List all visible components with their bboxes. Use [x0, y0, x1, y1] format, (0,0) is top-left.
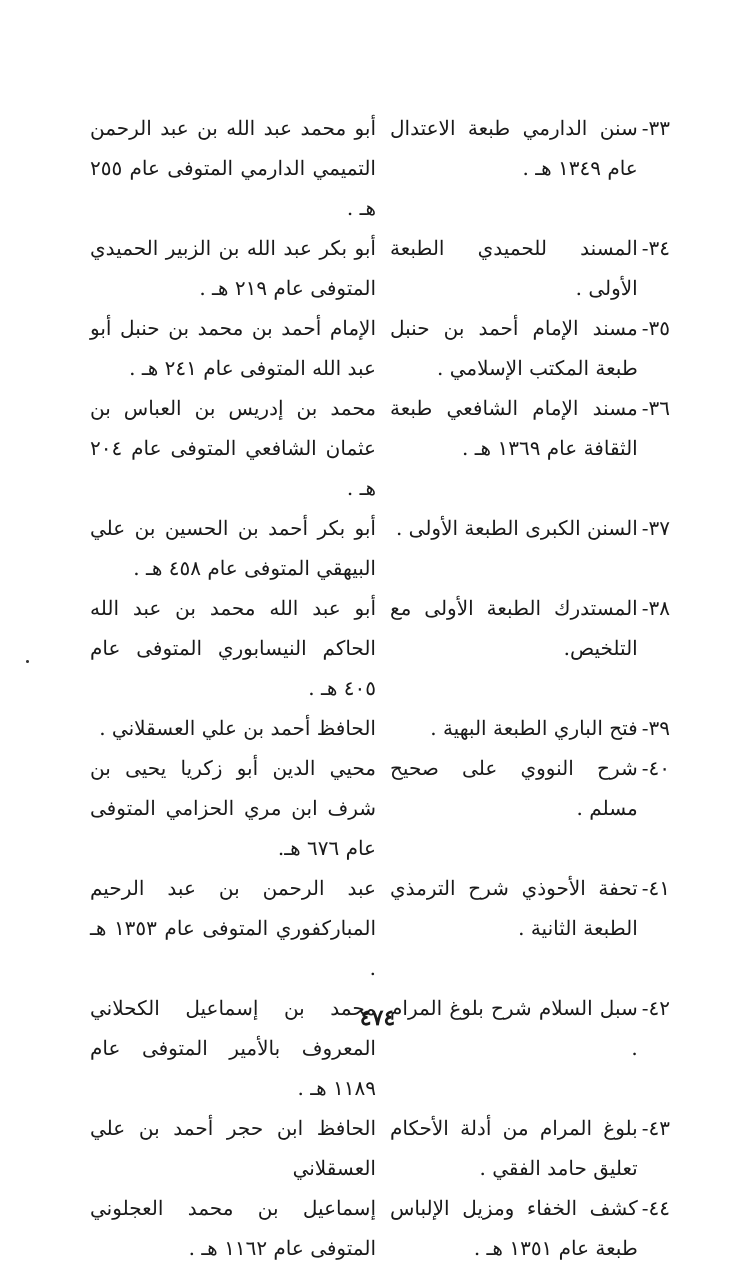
bibliography-entry — [90, 388, 670, 508]
entry-number: ٤٠- — [641, 756, 670, 780]
entry-author: أبو بكر أحمد بن الحسين بن علي البيهقي المتوفى عام ٤٥٨ هـ . — [90, 516, 376, 580]
bibliography-list — [90, 108, 670, 1268]
entry-author: أبو بكر عبد الله بن الزبير الحميدي المتوفى عام ٢١٩ هـ . — [90, 236, 376, 300]
bibliography-entry — [90, 588, 670, 708]
entry-number: ٣٤- — [641, 236, 670, 260]
entry-title: كشف الخفاء ومزيل الإلباس طبعة عام ١٣٥١ هـ . — [390, 1196, 638, 1260]
entry-title: المستدرك الطبعة الأولى مع التلخيص. — [390, 596, 638, 660]
entry-number: ٣٥- — [641, 316, 670, 340]
entry-title-column — [390, 748, 670, 828]
entry-title-column — [390, 708, 670, 748]
entry-author: أبو محمد عبد الله بن عبد الرحمن التميمي الدارمي المتوفى عام ٢٥٥ هـ . — [90, 116, 376, 220]
entry-author: محمد بن إدريس بن العباس بن عثمان الشافعي المتوفى عام ٢٠٤ هـ . — [90, 396, 376, 500]
entry-title-column — [390, 308, 670, 388]
entry-author: محيي الدين أبو زكريا يحيى بن شرف ابن مري الحزامي المتوفى عام ٦٧٦ هـ. — [90, 756, 376, 860]
entry-title-column — [390, 1188, 670, 1268]
entry-title: مسند الإمام الشافعي طبعة الثقافة عام ١٣٦٩ هـ . — [390, 396, 638, 460]
bibliography-entry — [90, 108, 670, 228]
bibliography-entry — [90, 708, 670, 748]
entry-number: ٤١- — [641, 876, 670, 900]
bibliography-entry — [90, 228, 670, 308]
entry-title-column — [390, 228, 670, 308]
bibliography-entry — [90, 1108, 670, 1188]
entry-title: تحفة الأحوذي شرح الترمذي الطبعة الثانية . — [390, 876, 638, 940]
entry-title: شرح النووي على صحيح مسلم . — [390, 756, 638, 820]
entry-author: أبو عبد الله محمد بن عبد الله الحاكم النيسابوري المتوفى عام ٤٠٥ هـ . — [90, 596, 376, 700]
entry-number: ٣٨- — [641, 596, 670, 620]
entry-title-column — [390, 108, 670, 188]
bibliography-entry — [90, 508, 670, 588]
entry-title: سبل السلام شرح بلوغ المرام . — [390, 996, 638, 1060]
entry-number: ٣٧- — [641, 516, 670, 540]
entry-number: ٤٢- — [641, 996, 670, 1020]
entry-number: ٤٤- — [641, 1196, 670, 1220]
page-number: ٤٧٤ — [359, 1005, 396, 1031]
entry-number: ٣٦- — [641, 396, 670, 420]
entry-title: مسند الإمام أحمد بن حنبل طبعة المكتب الإسلامي . — [390, 316, 638, 380]
entry-title-column — [390, 588, 670, 668]
entry-title: بلوغ المرام من أدلة الأحكام تعليق حامد الفقي . — [390, 1116, 638, 1180]
entry-title-column — [390, 508, 670, 548]
bibliography-entry — [90, 1188, 670, 1268]
entry-number: ٣٣- — [641, 116, 670, 140]
bibliography-entry — [90, 748, 670, 868]
entry-title: سنن الدارمي طبعة الاعتدال عام ١٣٤٩ هـ . — [390, 116, 638, 180]
entry-number: ٤٣- — [641, 1116, 670, 1140]
entry-title: السنن الكبرى الطبعة الأولى . — [395, 516, 638, 540]
entry-author: الحافظ أحمد بن علي العسقلاني . — [99, 716, 376, 740]
scan-speck — [26, 660, 29, 663]
entry-number: ٣٩- — [641, 716, 670, 740]
bibliography-entry — [90, 308, 670, 388]
entry-author: الحافظ ابن حجر أحمد بن علي العسقلاني — [90, 1116, 376, 1180]
entry-title-column — [390, 388, 670, 468]
entry-title-column — [390, 868, 670, 948]
entry-author: عبد الرحمن بن عبد الرحيم المباركفوري المتوفى عام ١٣٥٣ هـ . — [90, 876, 376, 980]
entry-author: الإمام أحمد بن محمد بن حنبل أبو عبد الله المتوفى عام ٢٤١ هـ . — [90, 316, 376, 380]
bibliography-entry — [90, 868, 670, 988]
entry-title-column — [390, 1108, 670, 1188]
entry-title: فتح الباري الطبعة البهية . — [430, 716, 638, 740]
entry-author: إسماعيل بن محمد العجلوني المتوفى عام ١١٦٢ هـ . — [90, 1196, 376, 1260]
entry-title: المسند للحميدي الطبعة الأولى . — [390, 236, 638, 300]
entry-author: محمد بن إسماعيل الكحلاني المعروف بالأمير المتوفى عام ١١٨٩ هـ . — [90, 996, 376, 1100]
